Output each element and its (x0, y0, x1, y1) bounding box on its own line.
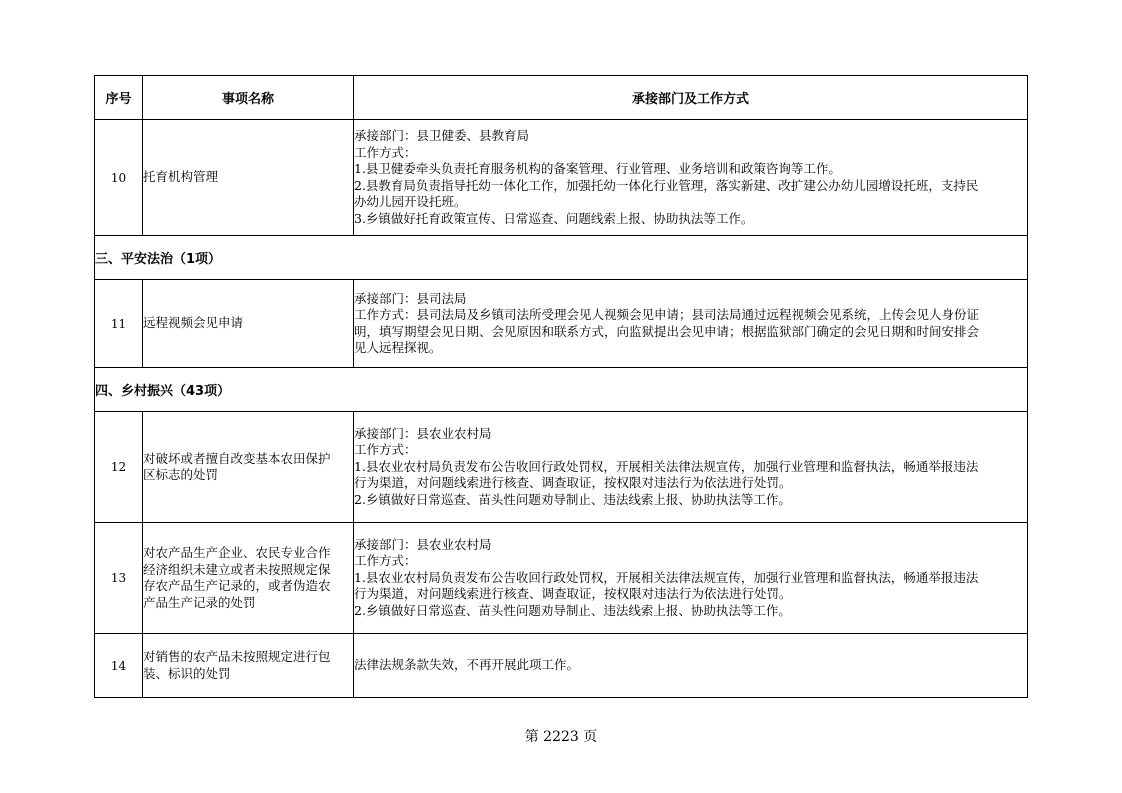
item-name-line: 对销售的农产品未按照规定进行包 (143, 649, 331, 664)
header-method: 承接部门及工作方式 (354, 76, 1028, 120)
method-line: 法律法规条款失效，不再开展此项工作。 (354, 657, 580, 673)
section-title: 三、平安法治（1项） (95, 236, 1028, 280)
table-row (95, 634, 1028, 698)
row-number: 10 (95, 120, 143, 236)
method-line: 工作方式：县司法局及乡镇司法所受理会见人视频会见申请；县司法局通过远程视频会见系统，上传会见人身份证 (354, 307, 980, 322)
item-name (143, 634, 354, 698)
items-table (94, 75, 1028, 698)
item-method (354, 412, 1028, 523)
section-title: 四、乡村振兴（43项） (95, 368, 1028, 412)
item-name-line: 经济组织未建立或者未按照规定保 (143, 561, 331, 577)
method-line: 办幼儿园开设托班。 (354, 194, 467, 209)
header-name: 事项名称 (143, 76, 354, 120)
item-name-line: 托育机构管理 (143, 169, 219, 185)
row-number: 12 (95, 412, 143, 523)
item-method (354, 523, 1028, 634)
item-method (354, 634, 1028, 698)
item-name-line: 对农产品生产企业、农民专业合作 (143, 545, 331, 560)
method-line: 1.县农业农村局负责发布公告收回行政处罚权，开展相关法律法规宣传，加强行业管理和监督执法，畅通举报违法 (354, 569, 979, 585)
header-num: 序号 (95, 76, 143, 120)
method-line: 2.乡镇做好日常巡查、苗头性问题劝导制止、违法线索上报、协助执法等工作。 (354, 602, 791, 618)
method-line: 工作方式： (354, 553, 417, 569)
item-name-line: 对破坏或者擅自改变基本农田保护 (143, 450, 331, 466)
method-line: 承接部门：县农业农村局 (354, 536, 492, 552)
item-name-line: 产品生产记录的处罚 (143, 594, 256, 610)
item-name (143, 523, 354, 634)
item-name-line: 存农产品生产记录的，或者伪造农 (143, 578, 331, 593)
method-line: 承接部门：县司法局 (354, 290, 467, 306)
item-method (354, 280, 1028, 368)
method-line: 2.乡镇做好日常巡查、苗头性问题劝导制止、违法线索上报、协助执法等工作。 (354, 491, 791, 507)
item-name-line: 区标志的处罚 (143, 467, 219, 482)
method-line: 工作方式： (354, 144, 417, 160)
method-line: 工作方式： (354, 442, 417, 458)
item-name (143, 412, 354, 523)
item-name-line: 远程视频会见申请 (143, 315, 244, 331)
section-row (95, 368, 1028, 412)
table-row (95, 120, 1028, 236)
method-line: 明，填写期望会见日期、会见原因和联系方式，向监狱提出会见申请；根据监狱部门确定的会见日期和时间安排会 (354, 323, 980, 339)
item-name (143, 280, 354, 368)
method-line: 行为渠道，对问题线索进行核查、调查取证，按权限对违法行为依法进行处罚。 (354, 586, 792, 602)
method-line: 1.县卫健委牵头负责托育服务机构的备案管理、行业管理、业务培训和政策咨询等工作。 (354, 161, 841, 176)
method-line: 见人远程探视。 (354, 340, 442, 355)
method-line: 1.县农业农村局负责发布公告收回行政处罚权，开展相关法律法规宣传，加强行业管理和监督执法，畅通举报违法 (354, 458, 979, 474)
item-method (354, 120, 1028, 236)
row-number: 14 (95, 634, 143, 698)
method-line: 承接部门：县卫健委、县教育局 (354, 128, 530, 143)
table-row (95, 280, 1028, 368)
page-number: 第 2223 页 (524, 729, 598, 745)
row-number: 13 (95, 523, 143, 634)
item-name-line: 装、标识的处罚 (143, 665, 231, 681)
table-row (95, 412, 1028, 523)
table-row (95, 523, 1028, 634)
row-number: 11 (95, 280, 143, 368)
method-line: 3.乡镇做好托育政策宣传、日常巡查、问题线索上报、协助执法等工作。 (354, 210, 754, 226)
method-line: 2.县教育局负责指导托幼一体化工作，加强托幼一体化行业管理，落实新建、改扩建公办幼儿园增设托班，支持民 (354, 177, 979, 193)
method-line: 行为渠道，对问题线索进行核查、调查取证，按权限对违法行为依法进行处罚。 (354, 475, 792, 491)
method-line: 承接部门：县农业农村局 (354, 425, 492, 441)
header-row (95, 76, 1028, 120)
section-row (95, 236, 1028, 280)
item-name (143, 120, 354, 236)
